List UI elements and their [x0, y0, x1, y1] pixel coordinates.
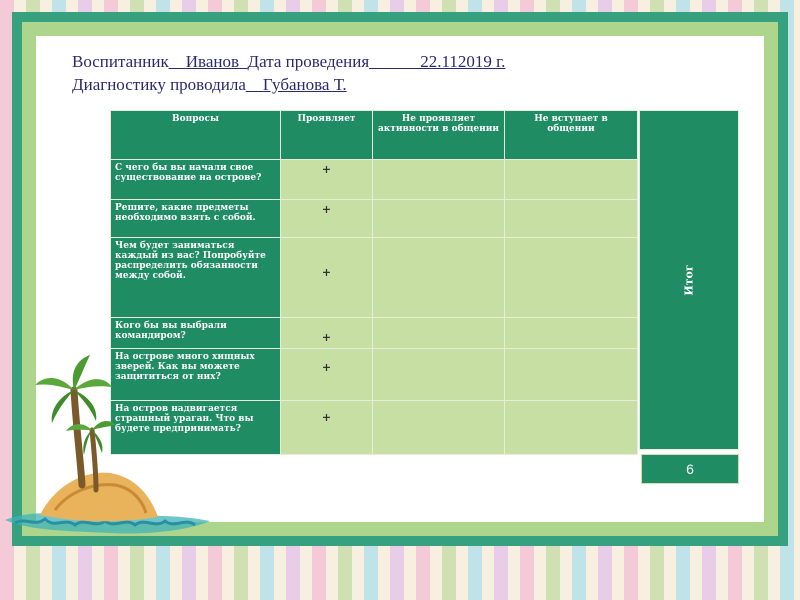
- total-value-cell: 6: [641, 454, 739, 484]
- shows-cell: +: [281, 200, 373, 238]
- table-row: [111, 200, 638, 238]
- no-activity-cell: [373, 401, 505, 455]
- shows-cell: +: [281, 160, 373, 200]
- shows-cell: +: [281, 349, 373, 401]
- header-line-conductor: [72, 75, 347, 95]
- pupil-name: __Иванов_: [168, 52, 248, 71]
- column-header-questions: Вопросы: [111, 111, 281, 160]
- no-contact-cell: [505, 349, 638, 401]
- no-activity-cell: [373, 160, 505, 200]
- question-cell: Решите, какие предметы необходимо взять с собой.: [111, 200, 281, 238]
- island-icon: [0, 345, 230, 545]
- pupil-label: Воспитанник: [72, 52, 169, 71]
- palm-tree-icon: [35, 355, 112, 485]
- question-cell: Чем будет заниматься каждый из вас? Попробуйте распределить обязанности между собой.: [111, 238, 281, 318]
- island-icon: [5, 473, 210, 534]
- table-row: [111, 318, 638, 349]
- shows-cell: +: [281, 401, 373, 455]
- no-activity-cell: [373, 318, 505, 349]
- question-cell: На остров надвигается страшный ураган. Что вы будете предпринимать?: [111, 401, 281, 455]
- question-cell: Кого бы вы выбрали командиром?: [111, 318, 281, 349]
- header-line-pupil-date: [72, 52, 505, 72]
- date-label: Дата проведения: [247, 52, 370, 71]
- table-row: [111, 238, 638, 318]
- question-cell: На острове много хищных зверей. Как вы можете защититься от них?: [111, 349, 281, 401]
- itog-column: [639, 110, 739, 450]
- no-activity-cell: [373, 349, 505, 401]
- question-cell: С чего бы вы начали свое существование на острове?: [111, 160, 281, 200]
- shows-cell: +: [281, 238, 373, 318]
- conductor-name: __Губанова Т.: [245, 75, 347, 94]
- itog-label: Итог: [682, 264, 696, 296]
- table-header-row: [111, 111, 638, 160]
- date-value: ______22.112019 г.: [369, 52, 506, 71]
- no-contact-cell: [505, 160, 638, 200]
- no-activity-cell: [373, 200, 505, 238]
- table-row: [111, 160, 638, 200]
- column-header-shows: Проявляет: [281, 111, 373, 160]
- no-contact-cell: [505, 238, 638, 318]
- column-header-no-contact: Не вступает в общении: [505, 111, 638, 160]
- shows-cell: +: [281, 318, 373, 349]
- conductor-label: Диагностику проводила: [72, 75, 246, 94]
- column-header-no-activity: Не проявляет активности в общении: [373, 111, 505, 160]
- no-activity-cell: [373, 238, 505, 318]
- no-contact-cell: [505, 401, 638, 455]
- no-contact-cell: [505, 200, 638, 238]
- no-contact-cell: [505, 318, 638, 349]
